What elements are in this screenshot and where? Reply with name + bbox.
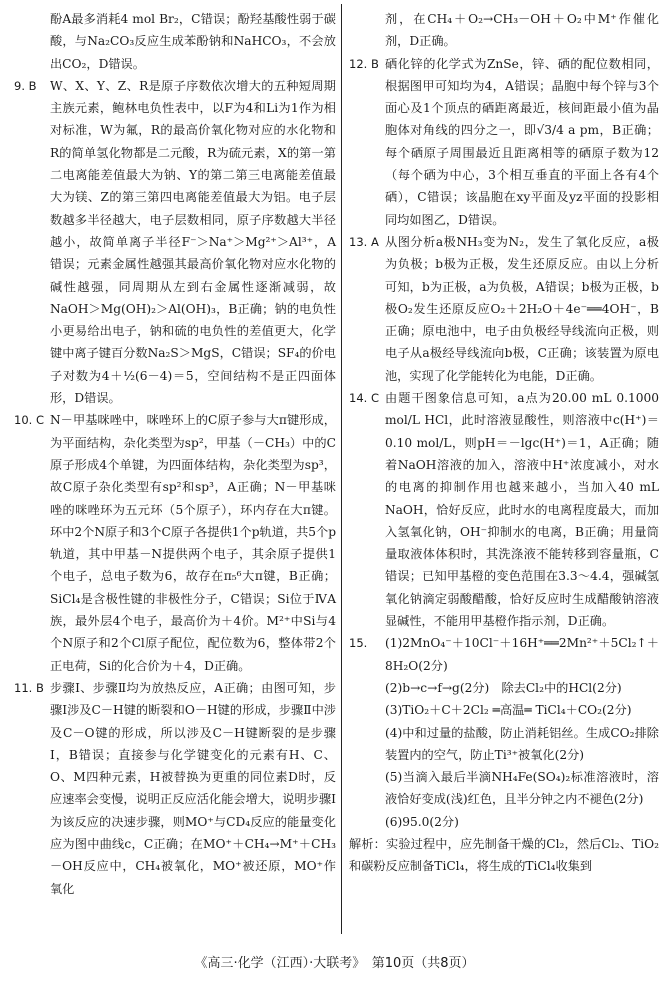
answer-15-part-5: (5)当滴入最后半滴NH₄Fe(SO₄)₂标准溶液时，溶液恰好变成(浅)红色，且半分钟之内不褪色(2分)	[385, 770, 659, 807]
answer-13-text: 从图分析a极NH₃变为N₂，发生了氧化反应，a极为负极；b极为正极，发生还原反应。由以上分析可知，b为正极，a为负极，A错误；b极为正极，b极O₂发生还原反应O₂＋2H₂O＋4e⁻══4OH⁻，B正确；原电池中，电子由负极经导线流向正极，则电子从a极经导线流向b极，C正确；该装置为原电池，实现了化学能转化为电能，D正确。	[385, 234, 659, 383]
answer-15-part-3: (3)TiO₂＋C＋2Cl₂ ═高温═ TiCl₄＋CO₂(2分)	[385, 703, 632, 718]
answer-11-continuation: 剂，在CH₄＋O₂→CH₃－OH＋O₂中M⁺作催化剂，D正确。	[385, 12, 659, 49]
answer-15	[349, 632, 659, 833]
answer-9-number: 9. B	[14, 78, 37, 93]
answer-15-analysis: 解析：实验过程中，应先制备干燥的Cl₂，然后Cl₂、TiO₂和碳粉反应制备TiCl₄，将生成的TiCl₄收集到	[349, 836, 659, 874]
answer-11-number: 11. B	[14, 680, 44, 695]
answer-13	[349, 231, 659, 387]
answer-15-part-2: (2)b→c→f→g(2分) 除去Cl₂中的HCl(2分)	[385, 680, 622, 695]
answer-10-number: 10. C	[14, 413, 44, 428]
column-divider	[341, 4, 342, 934]
answer-10-text: N－甲基咪唑中，咪唑环上的C原子参与大π键形成，为平面结构，杂化类型为sp²，甲基（－CH₃）中的C原子形成4个单键，为四面体结构，杂化类型为sp³，故C原子杂化类型有sp²和sp³，A正确；N－甲基咪唑的咪唑环为五元环（5个原子），环内存在大π键。环中2个N原子和3个C原子各提供1个p轨道，共5个p轨道，其中甲基－N提供两个电子，其余原子提供1个电子，总电子数为6，故存在π₅⁶大π键，B正确；SiCl₄是含极性键的非极性分子，C错误；Si位于ⅣA族，最外层4个电子，最高价为＋4价。M²⁺中Si与4个N原子和2个Cl原子配位，配位数为6，整体带2个正电荷，Si的化合价为＋4，D正确。	[50, 413, 336, 673]
answer-12-text: 硒化锌的化学式为ZnSe，锌、硒的配位数相同，根据图甲可知均为4，A错误；晶胞中每个锌与3个面心及1个顶点的硒距离最近，核间距最小值为晶胞体对角线的四分之一，即√3/4 a pm，B正确；每个硒原子周围最近且距离相等的硒原子数为12（每个硒为中心，3个相互垂直的平面上各有4个硒），C错误；该晶胞在xy平面及yz平面的投影相同均如图乙，D错误。	[385, 56, 659, 227]
answer-9-text: W、X、Y、Z、R是原子序数依次增大的五种短周期主族元素，鲍林电负性表中，以F为4和Li为1作为相对标准，W为氟，R的最高价氧化物对应的水化物和R的简单氢化物都是二元酸，R为硫元素，X的第一第二电离能差值最大为钠、Y的第二第三电离能差值最大为镁、Z的第三第四电离能差值最大为铝。电子层数越多半径越大，电子层数相同，原子序数越大半径越小，故简单离子半径F⁻＞Na⁺＞Mg²⁺＞Al³⁺，A错误；元素金属性越强其最高价氧化物对应水化物的碱性越强，同周期从左到右金属性逐渐减弱，故NaOH＞Mg(OH)₂＞Al(OH)₃，B正确；钠的电负性小更易给出电子，钠和硫的电负性的差值更大，化学键中离子键百分数Na₂S＞MgS，C错误；SF₄的价电子对数为4＋½(6－4)＝5，空间结构不是正四面体形，D错误。	[50, 78, 336, 406]
answer-9	[14, 75, 336, 409]
answer-8-continuation: 酚A最多消耗4 mol Br₂，C错误；酚羟基酸性弱于碳酸，与Na₂CO₃反应生成苯酚钠和NaHCO₃，不会放出CO₂，D错误。	[50, 12, 336, 71]
answer-15-body	[385, 632, 659, 833]
answer-15-number: 15.	[349, 636, 368, 651]
left-column	[14, 8, 336, 900]
answer-15-part-1: (1)2MnO₄⁻＋10Cl⁻＋16H⁺══2Mn²⁺＋5Cl₂↑＋8H₂O(2分)	[385, 636, 659, 673]
answer-15-part-6: (6)95.0(2分)	[385, 814, 459, 829]
right-column	[349, 8, 659, 878]
answer-11-text: 步骤Ⅰ、步骤Ⅱ均为放热反应，A正确；由图可知，步骤Ⅰ涉及C－H键的断裂和O－H键的形成，步骤Ⅱ中涉及C－O键的形成，所以涉及C－H键断裂的是步骤Ⅰ，B错误；直接参与化学键变化的元素有H、C、O、M四种元素，H被替换为更重的同位素D时，反应速率会变慢，说明正反应活化能会增大，说明步骤Ⅰ为该反应的决速步骤，则MO⁺与CD₄反应的能量变化应为图中曲线c，C正确；在MO⁺＋CH₄→M⁺＋CH₃－OH反应中，CH₄被氧化，MO⁺被还原，MO⁺作氧化	[50, 680, 336, 896]
answer-12	[349, 53, 659, 231]
answer-14-number: 14. C	[349, 391, 379, 406]
answer-14	[349, 387, 659, 632]
answer-12-number: 12. B	[349, 56, 379, 71]
page-footer: 《高三·化学（江西）·大联考》 第10页（共8页）	[194, 956, 475, 971]
answer-11	[14, 677, 336, 900]
answer-14-text: 由题干图象信息可知，a点为20.00 mL 0.1000 mol/L HCl，此时溶液显酸性，则溶液中c(H⁺)＝0.10 mol/L，则pH＝－lgc(H⁺)＝1，A正确；随着NaOH溶液的加入，溶液中H⁺浓度减小，对水的电离的抑制作用也越来越小，当加入40 mL NaOH，恰好反应，此时水的电离程度最大，而加入氢氧化钠，OH⁻抑制水的电离，B正确；用量筒量取液体体积时，其洗涤液不能转移到容量瓶，C错误；已知甲基橙的变色范围在3.3～4.4，强碱氢氧化钠滴定弱酸醋酸，恰好反应时生成醋酸钠溶液显碱性，不能用甲基橙作指示剂，D正确。	[385, 391, 659, 629]
answer-15-part-4: (4)中和过量的盐酸，防止消耗铝丝。生成CO₂排除装置内的空气，防止Ti³⁺被氧化(2分)	[385, 725, 659, 762]
answer-10	[14, 409, 336, 677]
answer-13-number: 13. A	[349, 234, 379, 249]
